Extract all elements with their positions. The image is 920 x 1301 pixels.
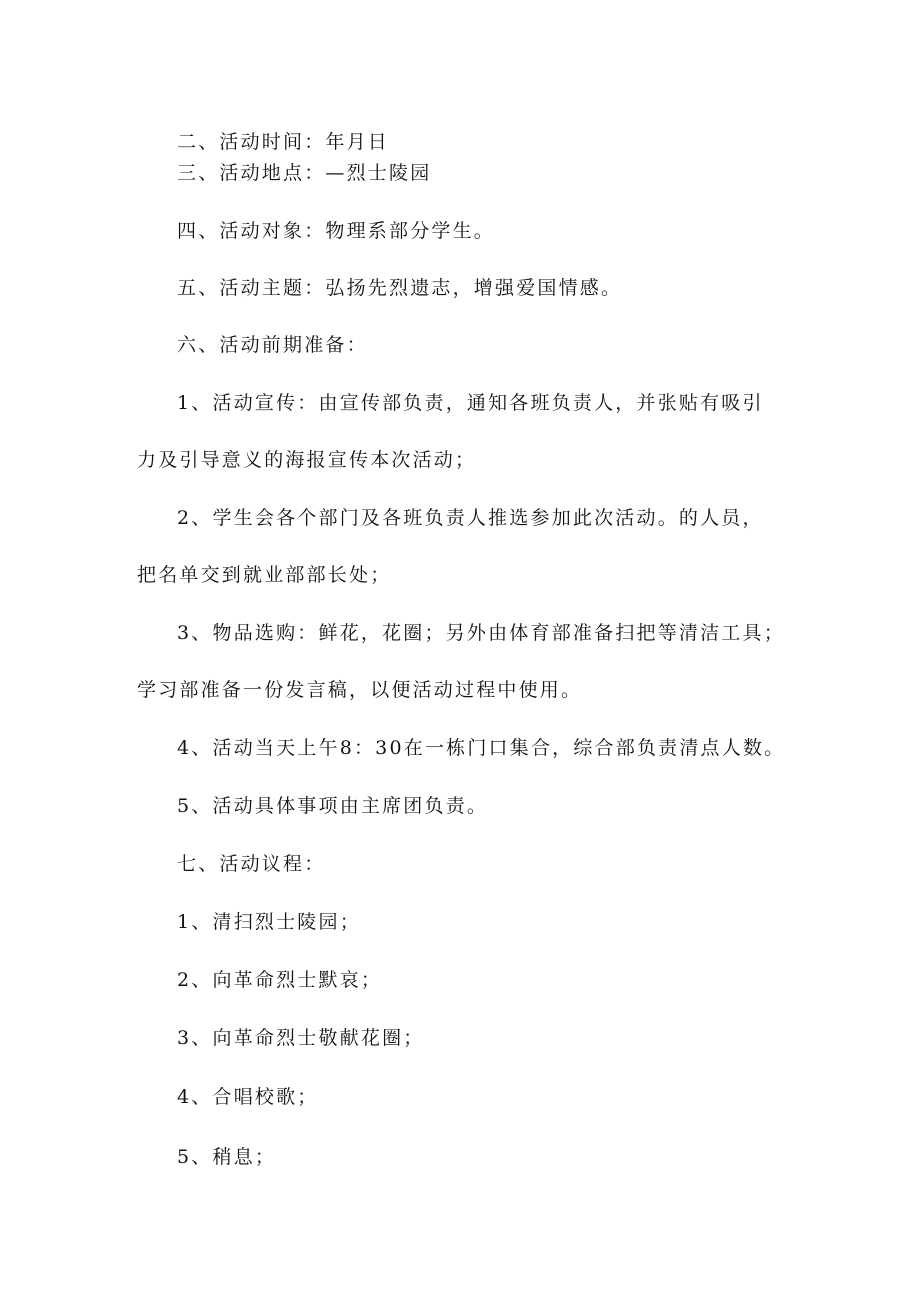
activity-time-line: 二、活动时间：年月日 — [177, 131, 390, 153]
paragraph-line: 5、活动具体事项由主席团负责。 — [177, 795, 489, 817]
paragraph-line: 1、活动宣传：由宣传部负责，通知各班负责人，并张贴有吸引 — [177, 392, 764, 414]
paragraph-line: 学习部准备一份发言稿，以便活动过程中使用。 — [137, 679, 583, 701]
paragraph-line: 3、物品选购：鲜花，花圈；另外由体育部准备扫把等清洁工具； — [177, 622, 785, 644]
section-heading-agenda: 七、活动议程： — [177, 853, 326, 875]
agenda-item: 1、清扫烈士陵园； — [177, 911, 361, 933]
activity-audience-line: 四、活动对象：物理系部分学生。 — [177, 220, 496, 242]
activity-location-line: 三、活动地点：—烈士陵园 — [177, 162, 432, 184]
section-heading-preparation: 六、活动前期准备： — [177, 334, 368, 356]
agenda-item: 2、向革命烈士默哀； — [177, 969, 383, 991]
agenda-item: 5、稍息； — [177, 1146, 277, 1168]
paragraph-line: 把名单交到就业部部长处； — [137, 564, 392, 586]
paragraph-line: 力及引导意义的海报宣传本次活动； — [137, 449, 477, 471]
paragraph-line: 2、学生会各个部门及各班负责人推选参加此次活动。的人员， — [177, 507, 764, 529]
activity-theme-line: 五、活动主题：弘扬先烈遗志，增强爱国情感。 — [177, 277, 623, 299]
agenda-item: 4、合唱校歌； — [177, 1086, 319, 1108]
agenda-item: 3、向革命烈士敬献花圈； — [177, 1027, 425, 1049]
paragraph-line: 4、活动当天上午8：30在一栋门口集合，综合部负责清点人数。 — [177, 737, 786, 759]
